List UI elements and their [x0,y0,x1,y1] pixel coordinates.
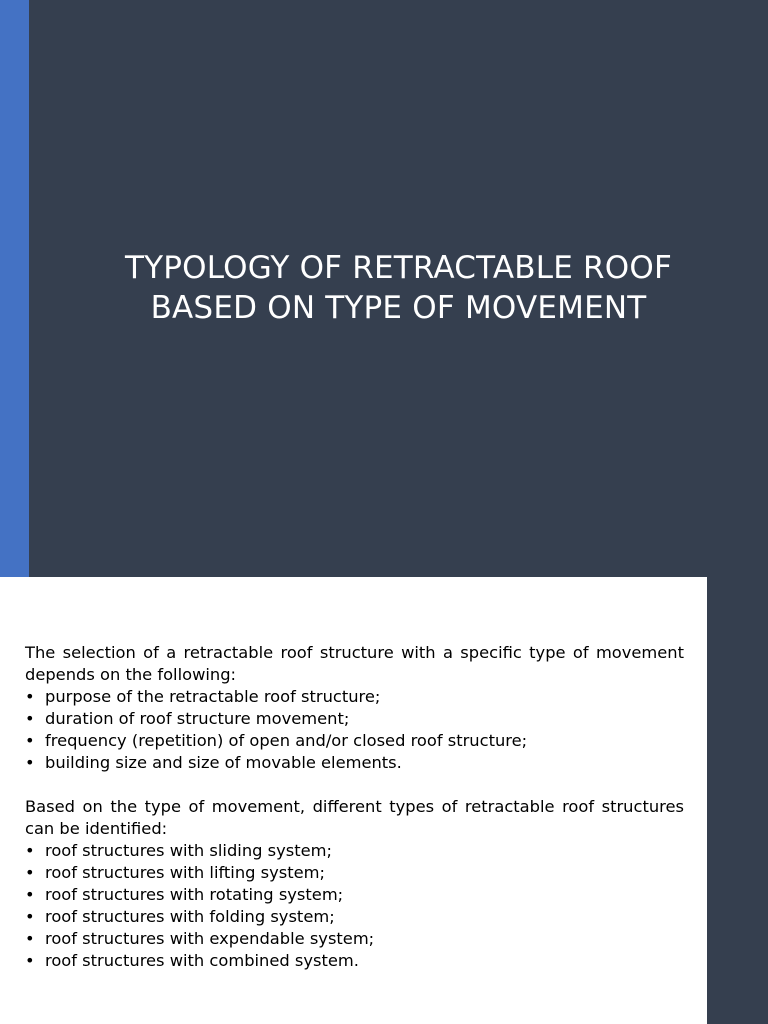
slide-title-line-1: TYPOLOGY OF RETRACTABLE ROOF [124,250,673,286]
type-item: • roof structures with combined system. [25,950,684,972]
criteria-item: • duration of roof structure movement; [25,708,684,730]
types-list [25,840,684,972]
criteria-item: • frequency (repetition) of open and/or closed roof structure; [25,730,684,752]
type-item: • roof structures with sliding system; [25,840,684,862]
criteria-item: • purpose of the retractable roof structure; [25,686,684,708]
type-item: • roof structures with rotating system; [25,884,684,906]
type-item: • roof structures with folding system; [25,906,684,928]
slide-title-line-2: BASED ON TYPE OF MOVEMENT [150,290,647,326]
slide-title [29,248,768,328]
type-item: • roof structures with expendable system; [25,928,684,950]
content-text [25,642,684,972]
intro-paragraph-1: The selection of a retractable roof structure with a specific type of movement depends on the following: [25,643,684,684]
criteria-list [25,686,684,774]
type-item: • roof structures with lifting system; [25,862,684,884]
paragraph-spacer [25,774,684,796]
intro-paragraph-2: Based on the type of movement, different types of retractable roof structures can be identified: [25,797,684,838]
accent-bar [0,0,29,577]
criteria-item: • building size and size of movable elements. [25,752,684,774]
